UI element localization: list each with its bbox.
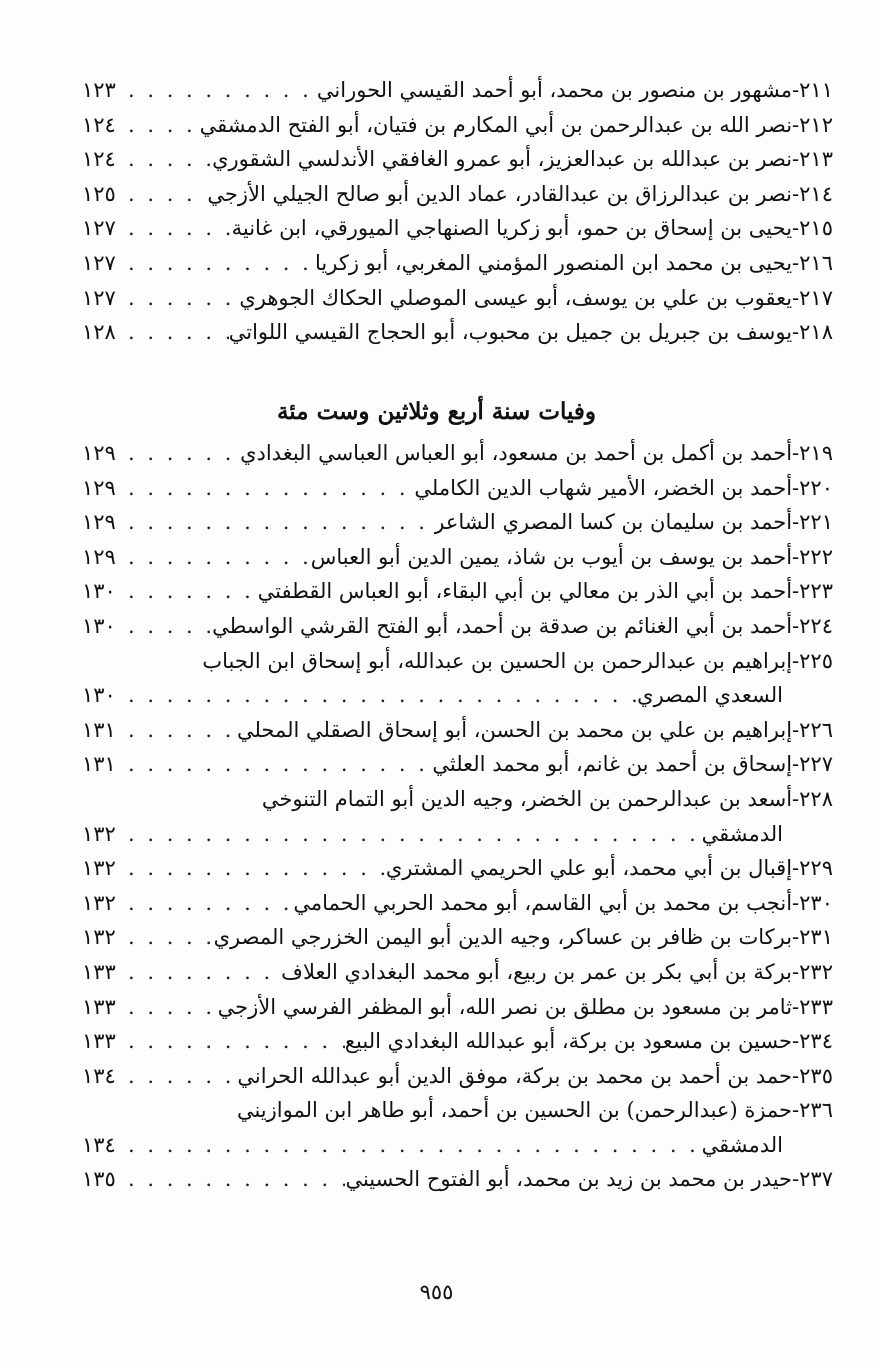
index-entry	[82, 246, 833, 281]
entry-text: أحمد بن يوسف بن أيوب بن شاذ، يمين الدين أبو العباس	[310, 544, 793, 569]
entry-number: ٢٢٠-	[792, 475, 833, 500]
entry-line	[82, 471, 833, 506]
leader-dots	[124, 281, 239, 316]
entry-line	[82, 142, 833, 177]
entry-line	[82, 315, 833, 350]
entry-line	[82, 436, 833, 471]
index-entry	[82, 990, 833, 1025]
entry-text: إبراهيم بن علي بن محمد بن الحسن، أبو إسحاق الصقلي المحلي	[236, 717, 793, 742]
entry-text: إسحاق بن أحمد بن غانم، أبو محمد العلثي	[432, 752, 793, 777]
leader-dots	[124, 315, 229, 350]
entry-text: يحيى بن إسحاق بن حمو، أبو زكريا الصنهاجي الميورقي، ابن غانية	[231, 216, 793, 241]
entry-page-number: ١٣١	[82, 752, 116, 777]
entry-text: بركات بن ظافر بن عساكر، وجيه الدين أبو اليمن الخزرجي المصري	[213, 925, 793, 950]
index-entry	[82, 505, 833, 540]
entry-continuation-text: السعدي المصري	[637, 683, 783, 708]
leader-dots	[124, 211, 232, 246]
entry-text: نصر بن عبدالرزاق بن عبدالقادر، عماد الدين أبو صالح الجيلي الأزجي	[207, 181, 793, 206]
entry-line	[82, 211, 833, 246]
entry-text: أحمد بن أبي الذر بن معالي بن أبي البقاء، أبو العباس القطفتي	[257, 579, 793, 604]
entry-page-number: ١٣٠	[82, 613, 116, 638]
entry-number: ٢١٩-	[792, 441, 833, 465]
entry-number: ٢٣٠-	[792, 890, 833, 915]
index-entry	[82, 108, 833, 143]
entry-text: ثامر بن مسعود بن مطلق بن نصر الله، أبو المظفر الفرسي الأزجي	[217, 994, 793, 1019]
entry-text: نصر الله بن عبدالرحمن بن أبي المكارم بن فتيان، أبو الفتح الدمشقي	[199, 112, 793, 137]
entry-page-number: ١٣٤	[82, 1063, 116, 1088]
index-entry	[82, 644, 833, 713]
entry-text: يعقوب بن علي بن يوسف، أبو عيسى الموصلي الحكاك الجوهري	[239, 285, 793, 310]
entry-number: ٢٢٧-	[792, 752, 833, 777]
leader-dots	[124, 142, 212, 177]
entry-page-number: ١٣٢	[82, 925, 116, 950]
entry-line	[82, 920, 833, 955]
index-entry	[82, 1059, 833, 1094]
entry-number: ٢٢٤-	[792, 613, 833, 638]
entry-number: ٢١١-	[792, 78, 833, 102]
entry-line	[82, 505, 833, 540]
index-entry	[82, 1024, 833, 1059]
leader-dots	[124, 1162, 345, 1197]
entry-text: أسعد بن عبدالرحمن بن الخضر، وجيه الدين أبو التمام التنوخي	[261, 786, 793, 811]
entry-page-number: ١٣٣	[82, 994, 116, 1019]
entry-continuation-line	[82, 1128, 833, 1163]
entry-continuation-text: الدمشقي	[701, 1132, 783, 1157]
entry-line	[82, 1093, 833, 1128]
entry-line	[82, 955, 833, 990]
leader-dots	[124, 471, 414, 506]
entries-list-section-2	[82, 436, 833, 1197]
entry-number: ٢١٤-	[792, 181, 833, 206]
page-number: ٩٥٥	[419, 1280, 454, 1304]
entry-line	[82, 177, 833, 212]
entry-number: ٢١٦-	[792, 250, 833, 275]
entry-page-number: ١٢٩	[82, 441, 116, 465]
entry-number: ٢١٨-	[792, 320, 833, 345]
entry-page-number: ١٢٧	[82, 285, 116, 310]
entry-line	[82, 1059, 833, 1094]
entry-number: ٢٢٥-	[792, 648, 833, 673]
index-entry	[82, 436, 833, 471]
entry-line	[82, 644, 833, 679]
entry-line	[82, 246, 833, 281]
entry-page-number: ١٣٣	[82, 1029, 116, 1054]
section-heading: وفيات سنة أربع وثلاثين وست مئة	[276, 398, 597, 425]
entry-page-number: ١٣٢	[82, 890, 116, 915]
entry-line	[82, 886, 833, 921]
leader-dots	[124, 678, 637, 713]
entry-line	[82, 609, 833, 644]
entry-page-number: ١٣٥	[82, 1167, 116, 1192]
leader-dots	[124, 505, 434, 540]
entry-page-number: ١٢٩	[82, 510, 116, 535]
entry-line	[82, 851, 833, 886]
entry-number: ٢٢٩-	[792, 856, 833, 881]
leader-dots	[124, 73, 317, 108]
entry-line	[82, 73, 833, 108]
entry-page-number: ١٢٩	[82, 544, 116, 569]
entry-continuation-line	[82, 678, 833, 713]
entry-line	[82, 990, 833, 1025]
index-entry	[82, 540, 833, 575]
index-entry	[82, 177, 833, 212]
entry-number: ٢١٧-	[792, 285, 833, 310]
leader-dots	[124, 574, 258, 609]
entry-continuation-line	[82, 817, 833, 852]
index-entry	[82, 782, 833, 851]
entry-number: ٢٢١-	[792, 510, 833, 535]
leader-dots	[124, 713, 237, 748]
index-entry	[82, 1162, 833, 1197]
leader-dots	[124, 1024, 345, 1059]
entry-number: ٢٣٧-	[792, 1167, 833, 1192]
entry-text: إبراهيم بن عبدالرحمن بن الحسين بن عبدالله، أبو إسحاق ابن الجباب	[202, 648, 793, 673]
entry-line	[82, 540, 833, 575]
entry-text: حمد بن أحمد بن محمد بن بركة، موفق الدين أبو عبدالله الحراني	[237, 1063, 793, 1088]
entry-line	[82, 281, 833, 316]
index-entry	[82, 73, 833, 108]
entry-page-number: ١٣٢	[82, 821, 116, 846]
entry-page-number: ١٣٠	[82, 683, 116, 708]
leader-dots	[124, 540, 311, 575]
leader-dots	[124, 177, 207, 212]
entry-text: حيدر بن محمد بن زيد بن محمد، أبو الفتوح الحسيني	[345, 1167, 793, 1192]
entry-page-number: ١٣٣	[82, 959, 116, 984]
entry-text: يوسف بن جبريل بن جميل بن محبوب، أبو الحجاج القيسي اللواتي	[228, 320, 793, 345]
leader-dots	[124, 886, 293, 921]
index-entry	[82, 1093, 833, 1162]
entry-number: ٢٣٦-	[792, 1098, 833, 1123]
entry-continuation-text: الدمشقي	[701, 821, 783, 846]
index-entry	[82, 955, 833, 990]
entry-number: ٢١٣-	[792, 147, 833, 172]
entry-text: مشهور بن منصور بن محمد، أبو أحمد القيسي الحوراني	[316, 78, 793, 102]
entry-number: ٢٢٣-	[792, 579, 833, 604]
entry-line	[82, 574, 833, 609]
entry-number: ٢٢٨-	[792, 786, 833, 811]
leader-dots	[124, 1128, 702, 1163]
entry-text: يحيى بن محمد ابن المنصور المؤمني المغربي، أبو زكريا	[315, 250, 793, 275]
entry-number: ٢٢٢-	[792, 544, 833, 569]
index-entry	[82, 920, 833, 955]
index-entry	[82, 142, 833, 177]
entry-page-number: ١٣٢	[82, 856, 116, 881]
index-entry	[82, 211, 833, 246]
entry-line	[82, 108, 833, 143]
entry-text: أحمد بن سليمان بن كسا المصري الشاعر	[434, 510, 793, 535]
leader-dots	[124, 1059, 237, 1094]
entry-text: أحمد بن أكمل بن أحمد بن مسعود، أبو العباس العباسي البغدادي	[240, 441, 793, 465]
entry-page-number: ١٢٤	[82, 147, 116, 172]
index-entry	[82, 315, 833, 350]
entry-page-number: ١٣٠	[82, 579, 116, 604]
leader-dots	[124, 851, 386, 886]
entry-text: نصر بن عبدالله بن عبدالعزيز، أبو عمرو الغافقي الأندلسي الشقوري	[212, 147, 793, 172]
entry-text: أحمد بن أبي الغنائم بن صدقة بن أحمد، أبو الفتح القرشي الواسطي	[212, 613, 793, 638]
entry-page-number: ١٢٩	[82, 475, 116, 500]
leader-dots	[124, 609, 212, 644]
entry-text: بركة بن أبي بكر بن عمر بن ربيع، أبو محمد البغدادي العلاف	[281, 959, 793, 984]
leader-dots	[124, 920, 214, 955]
entry-page-number: ١٢٧	[82, 216, 116, 241]
entry-line	[82, 713, 833, 748]
index-entry	[82, 609, 833, 644]
entry-text: حمزة (عبدالرحمن) بن الحسين بن أحمد، أبو طاهر ابن الموازيني	[236, 1098, 793, 1123]
entry-number: ٢٣٤-	[792, 1029, 833, 1054]
index-entry	[82, 747, 833, 782]
leader-dots	[124, 436, 240, 471]
entries-list-section-1	[82, 73, 833, 350]
index-entry	[82, 851, 833, 886]
entry-number: ٢٢٦-	[792, 717, 833, 742]
leader-dots	[124, 990, 218, 1025]
entry-text: أحمد بن الخضر، الأمير شهاب الدين الكاملي	[414, 475, 793, 500]
index-entry	[82, 281, 833, 316]
index-entry	[82, 713, 833, 748]
entry-page-number: ١٣٤	[82, 1132, 116, 1157]
entry-text: حسين بن مسعود بن بركة، أبو عبدالله البغدادي البيع	[344, 1029, 793, 1054]
entry-page-number: ١٢٧	[82, 250, 116, 275]
entry-line	[82, 1162, 833, 1197]
entry-line	[82, 782, 833, 817]
entry-number: ٢٣١-	[792, 925, 833, 950]
index-entry	[82, 886, 833, 921]
entry-page-number: ١٢٥	[82, 181, 116, 206]
entry-number: ٢١٥-	[792, 216, 833, 241]
entry-number: ٢٣٢-	[792, 959, 833, 984]
entry-line	[82, 1024, 833, 1059]
entry-text: أنجب بن محمد بن أبي القاسم، أبو محمد الحربي الحمامي	[293, 890, 793, 915]
entry-page-number: ١٢٣	[82, 78, 116, 102]
leader-dots	[124, 246, 315, 281]
entry-text: إقبال بن أبي محمد، أبو علي الحريمي المشتري	[385, 856, 793, 881]
leader-dots	[124, 108, 200, 143]
leader-dots	[124, 817, 702, 852]
entry-line	[82, 747, 833, 782]
entry-page-number: ١٢٤	[82, 112, 116, 137]
index-entry	[82, 471, 833, 506]
index-entry	[82, 574, 833, 609]
entry-number: ٢٣٥-	[792, 1063, 833, 1088]
leader-dots	[124, 955, 281, 990]
entry-number: ٢١٢-	[792, 112, 833, 137]
entry-page-number: ١٣١	[82, 717, 116, 742]
leader-dots	[124, 747, 432, 782]
entry-number: ٢٣٣-	[792, 994, 833, 1019]
entry-page-number: ١٢٨	[82, 320, 116, 345]
